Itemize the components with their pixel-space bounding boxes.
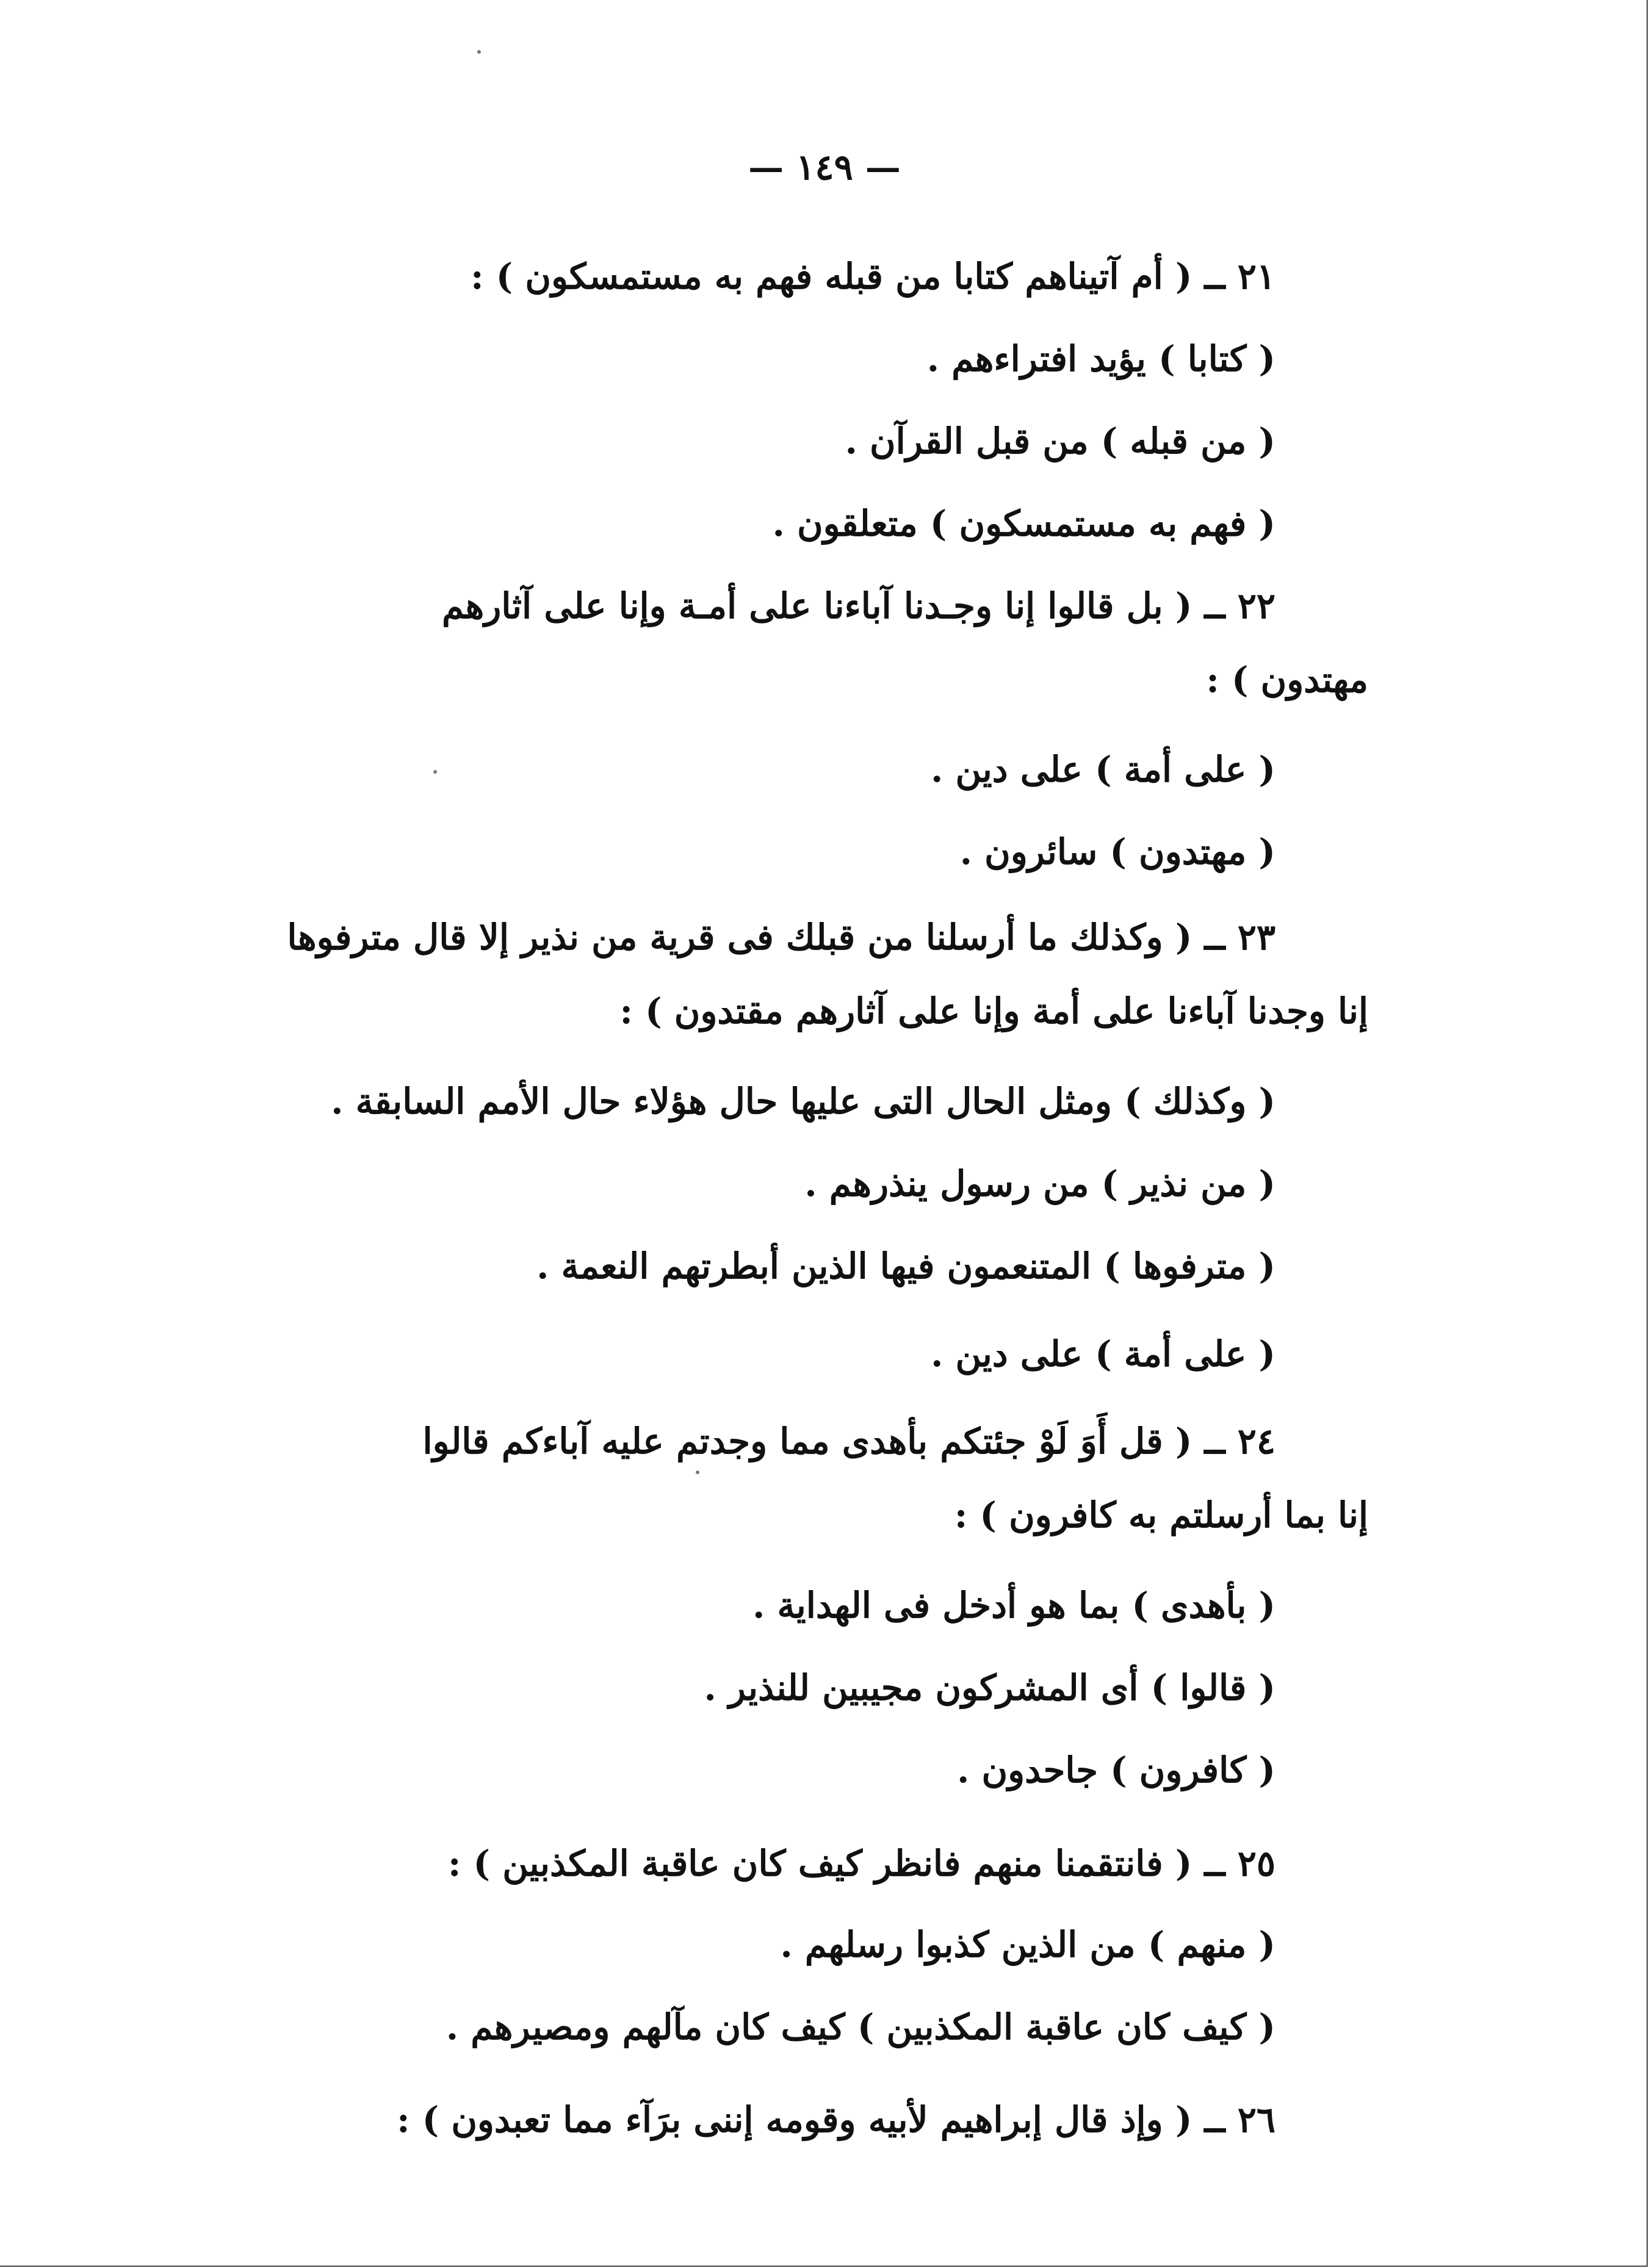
gloss-line: ( وكذلك ) ومثل الحال التى عليها حال هؤلاء حال الأمم السابقة . — [331, 1081, 1276, 1122]
verse-23-text: ٢٣ ــ ( وكذلك ما أرسلنا من قبلك فى قرية من نذير إلا قال مترفوها — [287, 916, 1276, 958]
verse-21-text: ٢١ ــ ( أم آتيناهم كتابا من قبله فهم به مستمسكون ) : — [471, 256, 1276, 297]
gloss-line: ( من قبله ) من قبل القرآن . — [845, 420, 1276, 462]
scan-speck — [477, 50, 481, 54]
gloss-line: ( قالوا ) أى المشركون مجيبين للنذير . — [704, 1667, 1276, 1708]
gloss-line: ( كتابا ) يؤيد افتراءهم . — [926, 338, 1276, 380]
verse-24-text: ٢٤ ــ ( قل أَوَ لَوْ جئتكم بأهدى مما وجدتم عليه آباءكم قالوا — [422, 1420, 1276, 1462]
gloss-line: ( فهم به مستمسكون ) متعلقون . — [772, 503, 1276, 544]
gloss-line: ( كيف كان عاقبة المكذبين ) كيف كان مآلهم ومصيرهم . — [446, 2006, 1276, 2048]
page-number: — ١٤٩ — — [748, 146, 901, 188]
verse-25-text: ٢٥ ــ ( فانتقمنا منهم فانظر كيف كان عاقبة المكذبين ) : — [447, 1843, 1276, 1884]
gloss-line: ( من نذير ) من رسول ينذرهم . — [804, 1163, 1276, 1204]
gloss-line: ( على أمة ) على دين . — [931, 749, 1276, 790]
gloss-line: ( مهتدون ) سائرون . — [959, 831, 1276, 873]
scan-speck — [433, 770, 437, 774]
verse-24-continuation: إنا بما أرسلتم به كافرون ) : — [954, 1494, 1368, 1536]
verse-22-continuation: مهتدون ) : — [1206, 659, 1368, 700]
gloss-line: ( بأهدى ) بما هو أدخل فى الهداية . — [752, 1585, 1276, 1626]
verse-26-text: ٢٦ ــ ( وإذ قال إبراهيم لأبيه وقومه إننى برَآء مما تعبدون ) : — [397, 2099, 1276, 2140]
verse-22-text: ٢٢ ــ ( بل قالوا إنا وجـدنا آباءنا على أمـة وإنا على آثارهم — [442, 585, 1276, 627]
gloss-line: ( منهم ) من الذين كذبوا رسلهم . — [780, 1924, 1276, 1965]
gloss-line: ( على أمة ) على دين . — [931, 1333, 1276, 1375]
gloss-line: ( مترفوها ) المتنعمون فيها الذين أبطرتهم النعمة . — [536, 1245, 1276, 1287]
verse-23-continuation: إنا وجدنا آباءنا على أمة وإنا على آثارهم مقتدون ) : — [619, 990, 1368, 1032]
gloss-line: ( كافرون ) جاحدون . — [957, 1749, 1276, 1791]
scan-speck — [696, 1471, 699, 1474]
